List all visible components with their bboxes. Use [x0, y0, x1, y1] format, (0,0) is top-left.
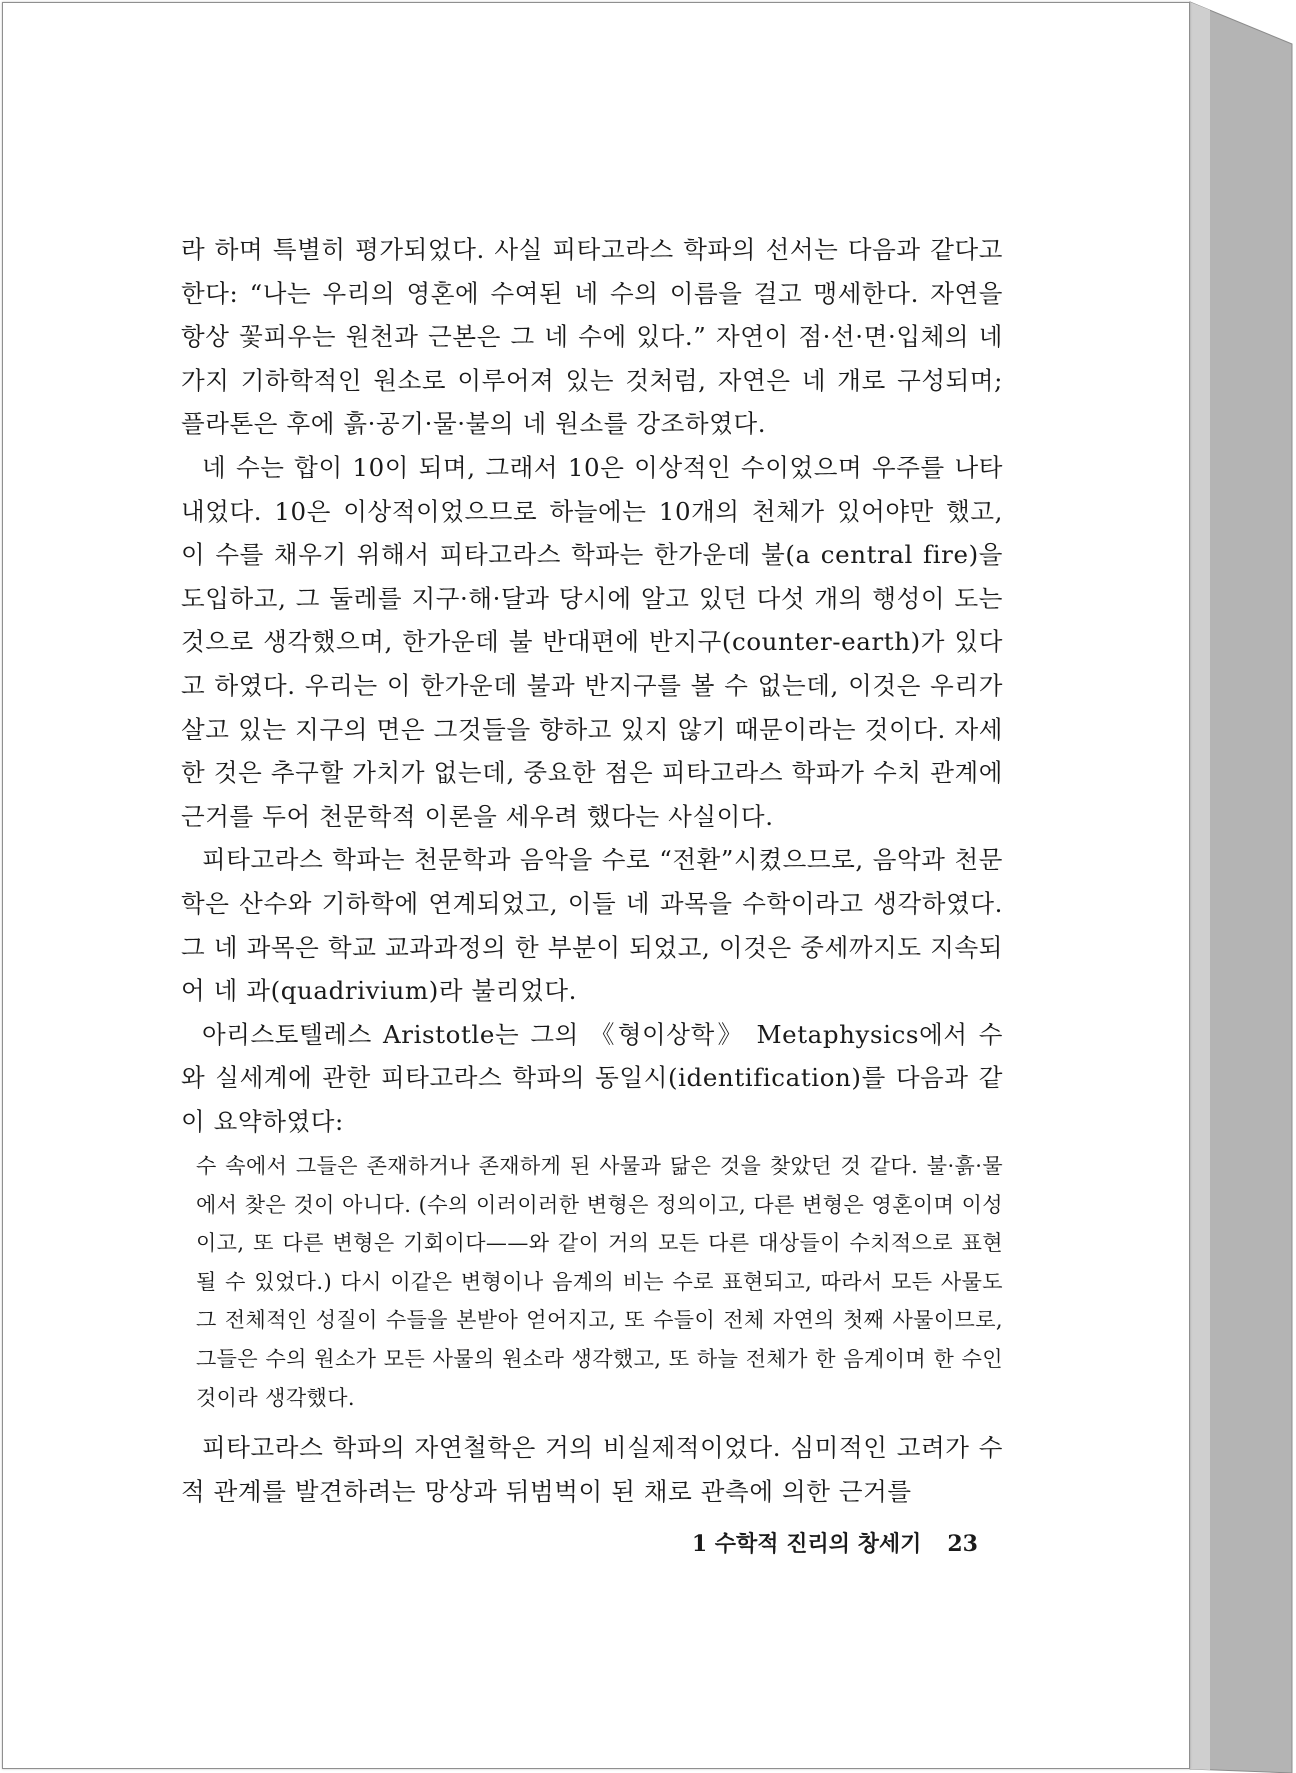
block-quote: 수 속에서 그들은 존재하거나 존재하게 된 사물과 닮은 것을 찾았던 것 같다. 불·흙·물에서 찾은 것이 아니다. (수의 이러이러한 변형은 정의이고, 다른 변형은 영혼이며 이성이고, 또 다른 변형은 기회이다——와 같이 거의 모든 다른 대상들이 수치적으로 표현될 수 있었다.) 다시 이같은 변형이나 음계의 비는 수로 표현되고, 따라서 모든 사물도 그 전체적인 성질이 수들을 본받아 얻어지고, 또 수들이 전체 자연의 첫째 사물이므로, 그들은 수의 원소가 모든 사물의 원소라 생각했고, 또 하늘 전체가 한 음계이며 한 수인 것이라 생각했다.	[196, 1154, 1003, 1410]
body-text-bottom	[181, 1426, 1003, 1513]
page-stack-shade	[1190, 2, 1210, 1770]
paragraph-3: 피타고라스 학파는 천문학과 음악을 수로 “전환”시켰으므로, 음악과 천문학은 산수와 기하학에 연계되었고, 이들 네 과목을 수학이라고 생각하였다. 그 네 과목은 학교 교과과정의 한 부분이 되었고, 이것은 중세까지도 지속되어 네 과(quadrivium)라 불리었다.	[181, 845, 1003, 1006]
paragraph-4: 아리스토텔레스 Aristotle는 그의 《형이상학》 Metaphysics에서 수와 실세계에 관한 피타고라스 학파의 동일시(identification)를 다음과 같이 요약하였다:	[181, 1019, 1003, 1136]
page-footer	[692, 1527, 978, 1558]
running-head: 1 수학적 진리의 창세기	[691, 1531, 922, 1557]
body-text-top	[181, 228, 1003, 1143]
paragraph-1: 라 하며 특별히 평가되었다. 사실 피타고라스 학파의 선서는 다음과 같다고 한다: “나는 우리의 영혼에 수여된 네 수의 이름을 걸고 맹세한다. 자연을 항상 꽃피우는 원천과 근본은 그 네 수에 있다.” 자연이 점·선·면·입체의 네 가지 기하학적인 원소로 이루어져 있는 것처럼, 자연은 네 개로 구성되며; 플라톤은 후에 흙·공기·물·불의 네 원소를 강조하였다.	[181, 235, 1003, 439]
paragraph-5: 피타고라스 학파의 자연철학은 거의 비실제적이었다. 심미적인 고려가 수적 관계를 발견하려는 망상과 뒤범벅이 된 채로 관측에 의한 근거를	[181, 1433, 1004, 1506]
page-number: 23	[947, 1531, 978, 1557]
paragraph-2: 네 수는 합이 10이 되며, 그래서 10은 이상적인 수이었으며 우주를 나타내었다. 10은 이상적이었으므로 하늘에는 10개의 천체가 있어야만 했고, 이 수를 채우기 위해서 피타고라스 학파는 한가운데 불(a central fire)을 도입하고, 그 둘레를 지구·해·달과 당시에 알고 있던 다섯 개의 행성이 도는 것으로 생각했으며, 한가운데 불 반대편에 반지구(counter-earth)가 있다고 하였다. 우리는 이 한가운데 불과 반지구를 볼 수 없는데, 이것은 우리가 살고 있는 지구의 면은 그것들을 향하고 있지 않기 때문이라는 것이다. 자세한 것은 추구할 가치가 없는데, 중요한 점은 피타고라스 학파가 수치 관계에 근거를 두어 천문학적 이론을 세우려 했다는 사실이다.	[181, 452, 1003, 831]
